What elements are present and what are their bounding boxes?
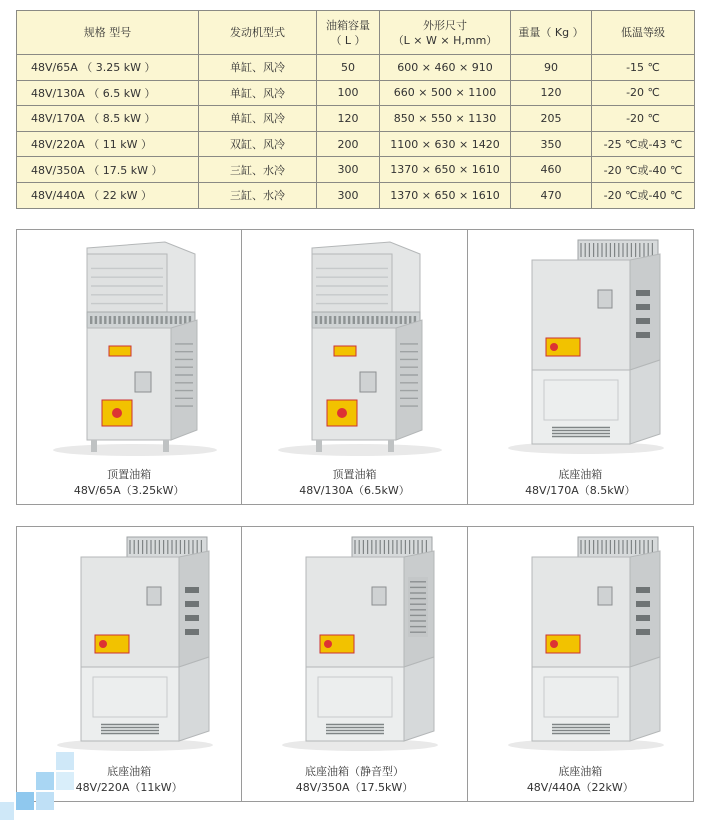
table-header-row (17, 11, 695, 55)
product-grid-row-2 (16, 526, 694, 802)
product-model: 48V/440A（22kW） (526, 781, 634, 794)
product-grid-row-1 (16, 229, 694, 505)
cell-tank-capacity: 200 (317, 131, 380, 157)
product-name: 底座油箱（静音型） (304, 765, 404, 778)
cell-weight: 90 (511, 55, 592, 81)
product-card (468, 230, 693, 504)
cell-weight: 470 (511, 182, 592, 208)
cell-model: 48V/350A （ 17.5 kW ） (17, 157, 199, 183)
product-card (242, 230, 467, 504)
product-model: 48V/220A（11kW） (75, 781, 183, 794)
spec-table (16, 10, 695, 209)
decorative-squares (0, 750, 80, 820)
product-model: 48V/65A（3.25kW） (73, 484, 185, 497)
product-name: 顶置油箱 (332, 468, 377, 481)
cell-model: 48V/220A （ 11 kW ） (17, 131, 199, 157)
product-photo (468, 527, 694, 759)
product-name: 底座油箱 (107, 765, 152, 778)
cell-model: 48V/130A （ 6.5 kW ） (17, 80, 199, 106)
cell-dimensions: 1370 × 650 × 1610 (380, 182, 511, 208)
cell-dimensions: 600 × 460 × 910 (380, 55, 511, 81)
table-row (17, 80, 695, 106)
header-dimensions: 外形尺寸 （L × W × H,mm） (380, 11, 511, 55)
product-photo (468, 230, 694, 462)
cell-low-temp: -20 ℃或-40 ℃ (592, 182, 695, 208)
cell-engine: 三缸、水冷 (199, 157, 317, 183)
cell-dimensions: 850 × 550 × 1130 (380, 106, 511, 132)
product-card (242, 527, 467, 801)
cell-low-temp: -20 ℃或-40 ℃ (592, 157, 695, 183)
table-row (17, 131, 695, 157)
cell-model: 48V/170A （ 8.5 kW ） (17, 106, 199, 132)
cell-tank-capacity: 120 (317, 106, 380, 132)
table-row (17, 55, 695, 81)
cell-weight: 120 (511, 80, 592, 106)
product-name: 底座油箱 (558, 468, 603, 481)
cell-dimensions: 1370 × 650 × 1610 (380, 157, 511, 183)
product-name: 顶置油箱 (107, 468, 152, 481)
cell-low-temp: -20 ℃ (592, 106, 695, 132)
cell-engine: 单缸、风冷 (199, 106, 317, 132)
cell-engine: 单缸、风冷 (199, 80, 317, 106)
table-row (17, 182, 695, 208)
product-card (17, 230, 242, 504)
product-name: 底座油箱 (558, 765, 603, 778)
cell-weight: 350 (511, 131, 592, 157)
cell-tank-capacity: 50 (317, 55, 380, 81)
product-model: 48V/130A（6.5kW） (299, 484, 410, 497)
product-card (468, 527, 693, 801)
header-weight: 重量（ Kg ） (511, 11, 592, 55)
cell-low-temp: -15 ℃ (592, 55, 695, 81)
header-tank-capacity: 油箱容量 （ L ） (317, 11, 380, 55)
cell-model: 48V/440A （ 22 kW ） (17, 182, 199, 208)
cell-tank-capacity: 100 (317, 80, 380, 106)
cell-tank-capacity: 300 (317, 182, 380, 208)
cell-dimensions: 1100 × 630 × 1420 (380, 131, 511, 157)
product-photo (17, 527, 243, 759)
cell-engine: 三缸、水冷 (199, 182, 317, 208)
cell-low-temp: -20 ℃ (592, 80, 695, 106)
cell-weight: 460 (511, 157, 592, 183)
cell-tank-capacity: 300 (317, 157, 380, 183)
header-low-temp: 低温等级 (592, 11, 695, 55)
product-model: 48V/170A（8.5kW） (525, 484, 636, 497)
header-engine: 发动机型式 (199, 11, 317, 55)
table-row (17, 157, 695, 183)
cell-engine: 单缸、风冷 (199, 55, 317, 81)
table-row (17, 106, 695, 132)
cell-low-temp: -25 ℃或-43 ℃ (592, 131, 695, 157)
product-model: 48V/350A（17.5kW） (295, 781, 414, 794)
header-model: 规格 型号 (17, 11, 199, 55)
cell-dimensions: 660 × 500 × 1100 (380, 80, 511, 106)
product-photo (17, 230, 243, 462)
product-photo (242, 527, 468, 759)
cell-engine: 双缸、风冷 (199, 131, 317, 157)
product-photo (242, 230, 468, 462)
cell-weight: 205 (511, 106, 592, 132)
cell-model: 48V/65A （ 3.25 kW ） (17, 55, 199, 81)
